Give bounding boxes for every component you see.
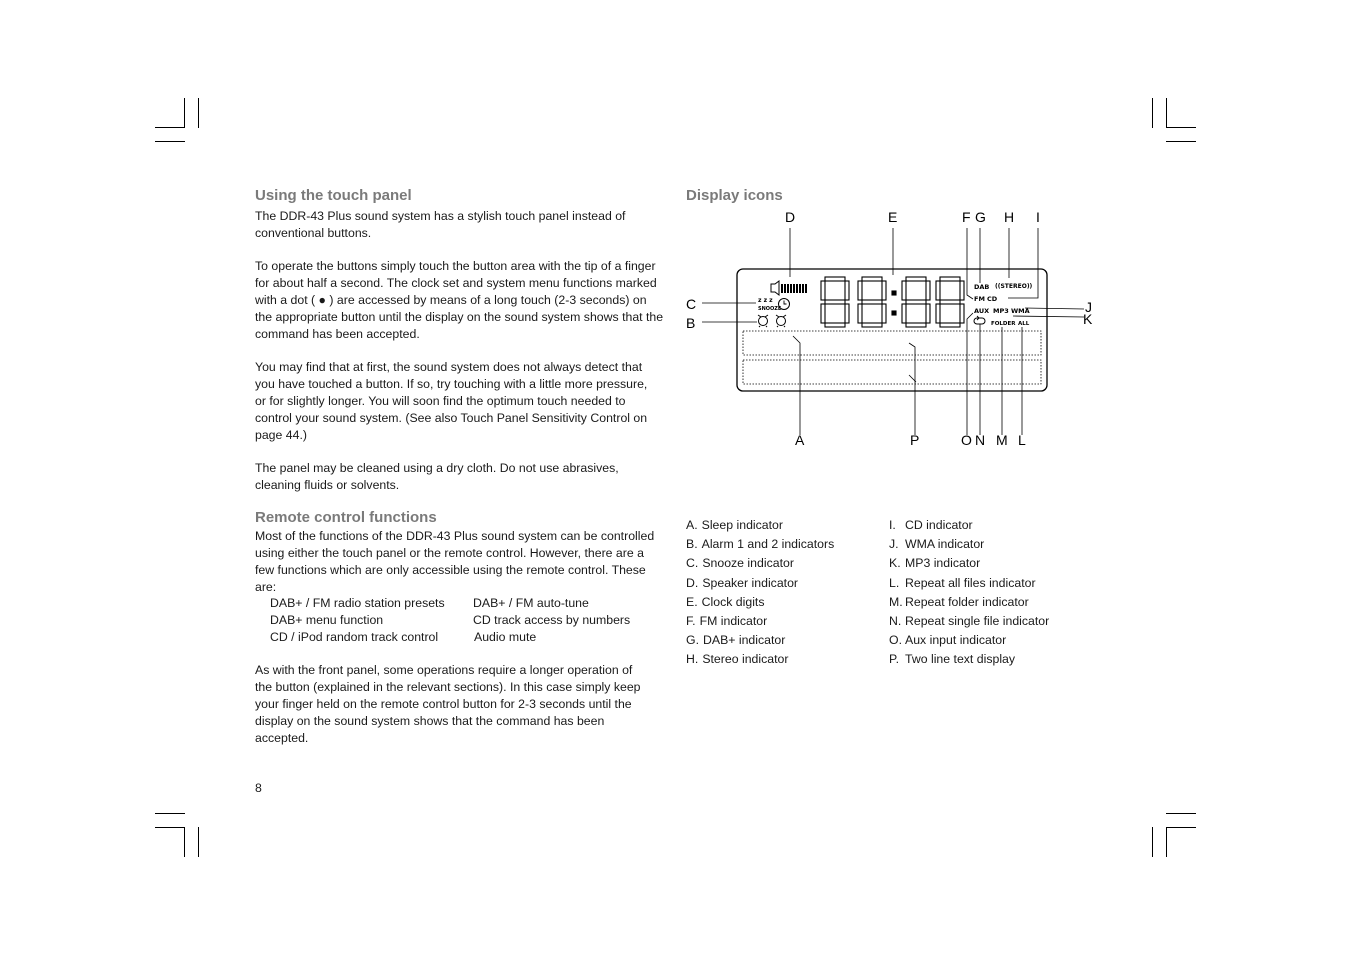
clock-colon-dot <box>892 311 896 315</box>
legend-item <box>889 574 1049 593</box>
clock-segment <box>821 304 825 323</box>
legend-key: F. <box>686 613 696 628</box>
label-m: M <box>996 432 1008 448</box>
label-g: G <box>975 209 986 225</box>
wma-indicator: WMA <box>1011 307 1030 315</box>
legend-key: P. <box>889 652 900 667</box>
all-indicator: ALL <box>1018 321 1030 327</box>
clock-digits <box>821 277 964 327</box>
crop-mark <box>155 827 185 828</box>
crop-mark <box>1166 127 1196 128</box>
clock-segment <box>926 304 930 323</box>
legend-item <box>889 650 1049 669</box>
legend-desc: Stereo indicator <box>702 652 789 667</box>
crop-mark <box>1166 827 1196 828</box>
alarm-2-icon <box>776 315 786 327</box>
legend-key: E. <box>686 594 698 609</box>
legend-desc: Repeat single file indicator <box>905 613 1050 628</box>
crop-mark <box>155 127 185 128</box>
legend-desc: Aux input indicator <box>905 633 1007 648</box>
remote-function: DAB+ / FM radio station presets <box>270 596 445 610</box>
remote-function: CD track access by numbers <box>473 613 631 627</box>
label-f: F <box>962 209 971 225</box>
aux-indicator: AUX <box>974 307 990 315</box>
legend-key: L. <box>889 575 900 590</box>
label-a: A <box>795 432 805 448</box>
legend-item <box>889 535 1049 554</box>
remote-control-paragraph-2: As with the front panel, some operations require a longer operation of the button (explained in the relevant sections). In this case simply keep your finger held on the remote control button for 2-3 seconds until the display on the sound system shows that the command has been accepted. <box>255 663 641 745</box>
legend-desc: CD indicator <box>905 518 973 532</box>
label-p: P <box>910 432 920 448</box>
display-icons-heading: Display icons <box>686 187 783 204</box>
clock-segment <box>882 304 886 323</box>
cd-indicator: CD <box>987 295 998 303</box>
legend-item <box>686 554 834 573</box>
legend-desc: Sleep indicator <box>701 518 783 532</box>
clock-segment <box>825 323 845 327</box>
clock-segment <box>940 323 960 327</box>
crop-mark <box>198 827 199 857</box>
touch-panel-paragraph-1: The DDR-43 Plus sound system has a stylish touch panel instead of conventional buttons. <box>255 209 626 240</box>
legend-desc: DAB+ indicator <box>702 633 786 648</box>
clock-segment <box>906 300 926 304</box>
crop-mark <box>1166 141 1196 142</box>
touch-panel-paragraph-2: To operate the buttons simply touch the button area with the tip of a finger for about half a second. The clock set and system menu functions marked with a dot ( ● ) are accessed by means of a long touch (2-3 seconds) on the appropriate button until the display on the sound system shows that the command has been accepted. <box>255 259 664 341</box>
clock-segment <box>845 281 849 300</box>
label-l: L <box>1018 432 1026 448</box>
legend-key: M. <box>889 594 903 609</box>
leader-lines <box>702 228 1084 435</box>
legend-key: J. <box>889 537 899 552</box>
crop-mark <box>184 98 185 128</box>
clock-segment <box>902 304 906 323</box>
legend-item <box>889 631 1049 650</box>
label-i: I <box>1036 209 1040 225</box>
sleep-clock-icon <box>779 299 790 310</box>
label-c: C <box>686 296 697 312</box>
legend-left <box>686 516 834 670</box>
remote-control-heading: Remote control functions <box>255 509 437 526</box>
legend-item <box>686 593 834 612</box>
clock-segment <box>906 323 926 327</box>
legend-key: K. <box>889 556 901 571</box>
clock-segment <box>926 281 930 300</box>
clock-segment <box>940 277 960 281</box>
crop-mark <box>1166 98 1167 128</box>
label-d: D <box>785 209 796 225</box>
dab-indicator: DAB <box>974 283 990 291</box>
clock-segment <box>821 281 825 300</box>
crop-mark <box>1166 827 1167 857</box>
label-n: N <box>975 432 986 448</box>
clock-segment <box>936 304 940 323</box>
mp3-indicator: MP3 <box>993 307 1009 315</box>
legend-desc: Clock digits <box>701 594 765 609</box>
clock-segment <box>862 300 882 304</box>
legend-key: O. <box>889 633 902 648</box>
clock-segment <box>858 304 862 323</box>
legend-key: C. <box>686 556 699 571</box>
legend-key: I. <box>889 518 896 532</box>
legend-desc: Repeat folder indicator <box>905 594 1029 609</box>
clock-segment <box>960 304 964 323</box>
clock-segment <box>882 281 886 300</box>
legend-desc: Repeat all files indicator <box>905 575 1036 590</box>
legend-right <box>889 516 1049 670</box>
legend-desc: WMA indicator <box>905 537 985 552</box>
clock-segment <box>902 281 906 300</box>
legend-item <box>889 554 1049 573</box>
text-line-2 <box>743 360 1041 384</box>
remote-control-paragraph-1: Most of the functions of the DDR-43 Plus sound system can be controlled using either the touch panel or the remote control. However, there are a few functions which are only accessible using the remote control. These are: <box>255 529 655 594</box>
legend-desc: Two line text display <box>905 652 1016 667</box>
legend-item <box>889 612 1049 631</box>
crop-mark <box>1166 813 1196 814</box>
legend-item <box>686 516 834 535</box>
remote-function: CD / iPod random track control <box>270 630 439 644</box>
clock-segment <box>862 277 882 281</box>
crop-mark <box>155 813 185 814</box>
remote-function: DAB+ menu function <box>270 613 384 627</box>
legend-key: G. <box>686 633 699 648</box>
alarm-1-icon <box>758 315 768 327</box>
clock-segment <box>940 300 960 304</box>
legend-desc: Speaker indicator <box>702 575 799 590</box>
legend-desc: MP3 indicator <box>905 556 981 571</box>
legend-item <box>889 516 1049 535</box>
legend-key: D. <box>686 575 699 590</box>
clock-segment <box>906 277 926 281</box>
clock-colon-dot <box>892 291 896 295</box>
label-k: K <box>1083 311 1093 327</box>
legend-item <box>686 650 834 669</box>
crop-mark <box>1152 98 1153 128</box>
remote-function: Audio mute <box>474 630 537 644</box>
snooze-zzz: z z z <box>758 297 773 304</box>
clock-segment <box>862 323 882 327</box>
remote-function: DAB+ / FM auto-tune <box>473 596 589 610</box>
legend-item <box>686 612 834 631</box>
touch-panel-heading: Using the touch panel <box>255 187 412 204</box>
clock-segment <box>845 304 849 323</box>
touch-panel-paragraph-4: The panel may be cleaned using a dry cloth. Do not use abrasives, cleaning fluids or solvents. <box>255 461 619 492</box>
legend-key: B. <box>686 537 698 552</box>
crop-mark <box>1152 827 1153 857</box>
touch-panel-paragraph-3: You may find that at first, the sound system does not always detect that you have touched a button. If so, try touching with a little more pressure, or for slightly longer. You will soon find the optimum touch needed to control your sound system. (See also Touch Panel Sensitivity Control on page 44.) <box>255 360 648 442</box>
crop-mark <box>198 98 199 128</box>
legend-item <box>686 631 834 650</box>
text-line-1 <box>743 331 1041 355</box>
stereo-indicator: ((STEREO)) <box>995 283 1033 290</box>
clock-segment <box>825 300 845 304</box>
legend-desc: FM indicator <box>699 613 768 628</box>
crop-mark <box>155 141 185 142</box>
legend-item <box>889 593 1049 612</box>
legend-key: A. <box>686 518 698 532</box>
clock-segment <box>960 281 964 300</box>
label-h: H <box>1004 209 1015 225</box>
lcd-display-diagram <box>680 205 1110 455</box>
clock-segment <box>825 277 845 281</box>
legend-key: N. <box>889 613 902 628</box>
legend-item <box>686 574 834 593</box>
crop-mark <box>184 827 185 857</box>
clock-segment <box>936 281 940 300</box>
label-o: O <box>961 432 972 448</box>
label-j: J <box>1085 299 1092 315</box>
legend-item <box>686 535 834 554</box>
legend-desc: Alarm 1 and 2 indicators <box>701 537 835 552</box>
repeat-single-icon <box>974 316 985 324</box>
clock-segment <box>858 281 862 300</box>
page-number: 8 <box>255 781 262 795</box>
label-b: B <box>686 315 696 331</box>
legend-desc: Snooze indicator <box>702 556 794 571</box>
folder-indicator: FOLDER <box>991 321 1016 327</box>
speaker-icon <box>771 281 807 295</box>
label-e: E <box>888 209 898 225</box>
legend-key: H. <box>686 652 699 667</box>
fm-indicator: FM <box>974 295 985 303</box>
snooze-label: SNOOZE <box>758 306 782 312</box>
